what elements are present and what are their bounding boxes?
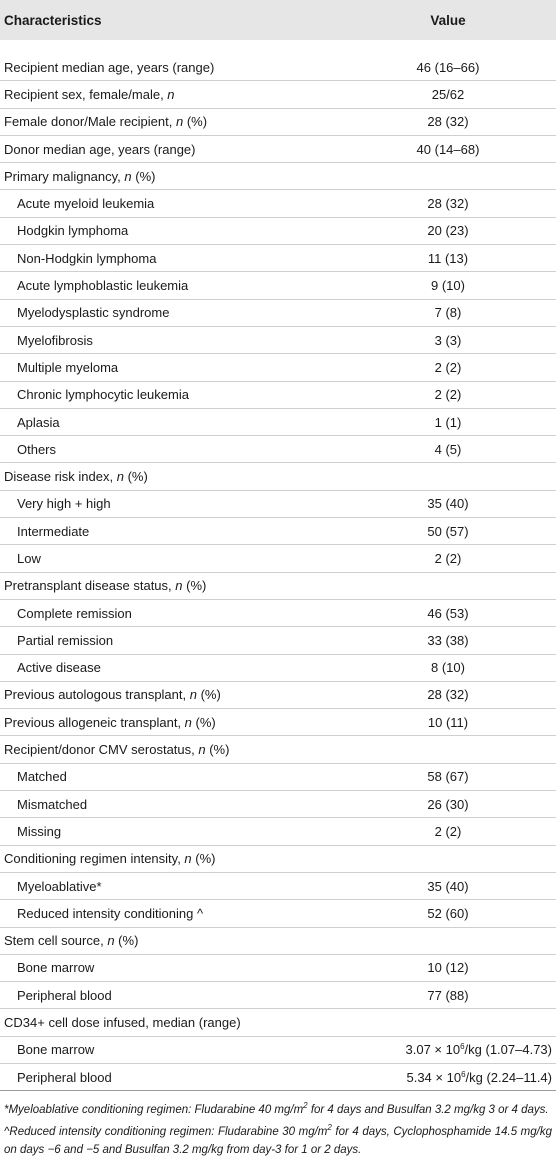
row-value: 40 (14–68)	[340, 135, 556, 162]
row-label: Recipient median age, years (range)	[0, 54, 340, 81]
row-value: 28 (32)	[340, 681, 556, 708]
row-value: 3 (3)	[340, 326, 556, 353]
row-value: 2 (2)	[340, 381, 556, 408]
row-label: Acute myeloid leukemia	[0, 190, 340, 217]
table-footnotes	[0, 1091, 556, 1159]
row-label: Active disease	[0, 654, 340, 681]
row-value: 35 (40)	[340, 872, 556, 899]
row-value: $5.34 \times 10^6/kg$ (2.24–11.4)	[340, 1063, 556, 1090]
table-row	[0, 217, 556, 244]
row-value: 20 (23)	[340, 217, 556, 244]
table-row	[0, 763, 556, 790]
row-value: 1 (1)	[340, 408, 556, 435]
table-row	[0, 681, 556, 708]
row-value	[340, 463, 556, 490]
row-label: Non-Hodgkin lymphoma	[0, 245, 340, 272]
table-row	[0, 299, 556, 326]
table-row	[0, 245, 556, 272]
footnote-reduced-intensity: ^Reduced intensity conditioning regimen: Fludarabine 30 $mg/m^2$ for 4 days, Cyclophosphamide 14.5 mg/kg on days −6 and −5 and Busulfan 3.2 mg/kg from day-3 for 1 or 2 days.	[4, 1123, 552, 1157]
table-row	[0, 954, 556, 981]
table-row	[0, 135, 556, 162]
row-label: Low	[0, 545, 340, 572]
row-value: 8 (10)	[340, 654, 556, 681]
table-row	[0, 463, 556, 490]
table-row	[0, 381, 556, 408]
table-row	[0, 272, 556, 299]
row-label: Mismatched	[0, 791, 340, 818]
table-row	[0, 354, 556, 381]
table-row	[0, 545, 556, 572]
table-row	[0, 1009, 556, 1036]
table-row	[0, 163, 556, 190]
table-row	[0, 518, 556, 545]
table-row	[0, 1063, 556, 1090]
table-row	[0, 709, 556, 736]
table-row	[0, 326, 556, 353]
footnote-myeloablative: *Myeloablative conditioning regimen: Fludarabine 40 $mg/m^2$ for 4 days and Busulfan 3.2 mg/kg 3 or 4 days.	[4, 1101, 549, 1117]
header-value: Value	[340, 0, 556, 40]
row-value: 52 (60)	[340, 900, 556, 927]
row-label: Myeloablative*	[0, 872, 340, 899]
table-row	[0, 54, 556, 81]
table-row	[0, 736, 556, 763]
row-label: Myelofibrosis	[0, 326, 340, 353]
row-value: 4 (5)	[340, 436, 556, 463]
row-label: Intermediate	[0, 518, 340, 545]
row-value: 2 (2)	[340, 818, 556, 845]
row-label: Conditioning regimen intensity, n (%)	[0, 845, 340, 872]
table-header-row	[0, 0, 556, 40]
table-row	[0, 982, 556, 1009]
row-label: Myelodysplastic syndrome	[0, 299, 340, 326]
row-value	[340, 927, 556, 954]
row-label: Previous allogeneic transplant, n (%)	[0, 709, 340, 736]
table-row	[0, 599, 556, 626]
row-label: Complete remission	[0, 599, 340, 626]
table-row	[0, 900, 556, 927]
row-value	[340, 572, 556, 599]
row-value: 46 (53)	[340, 599, 556, 626]
row-value: 46 (16–66)	[340, 54, 556, 81]
row-label: Peripheral blood	[0, 982, 340, 1009]
row-value: 28 (32)	[340, 108, 556, 135]
row-value: 9 (10)	[340, 272, 556, 299]
row-label: Previous autologous transplant, n (%)	[0, 681, 340, 708]
row-label: Donor median age, years (range)	[0, 135, 340, 162]
row-value: $3.07 \times 10^6/kg$ (1.07–4.73)	[340, 1036, 556, 1063]
table-row	[0, 436, 556, 463]
row-label: Others	[0, 436, 340, 463]
table-row	[0, 791, 556, 818]
row-label: Matched	[0, 763, 340, 790]
row-value: 25/62	[340, 81, 556, 108]
table-row	[0, 927, 556, 954]
row-label: Very high + high	[0, 490, 340, 517]
table-row	[0, 1036, 556, 1063]
row-value: 58 (67)	[340, 763, 556, 790]
row-value	[340, 736, 556, 763]
row-value: 7 (8)	[340, 299, 556, 326]
row-value	[340, 845, 556, 872]
row-value: 26 (30)	[340, 791, 556, 818]
table-row	[0, 490, 556, 517]
row-value: 50 (57)	[340, 518, 556, 545]
row-value: 2 (2)	[340, 354, 556, 381]
table-row	[0, 108, 556, 135]
table-row	[0, 190, 556, 217]
row-label: Female donor/Male recipient, n (%)	[0, 108, 340, 135]
row-value: 2 (2)	[340, 545, 556, 572]
table-row	[0, 81, 556, 108]
row-label: Hodgkin lymphoma	[0, 217, 340, 244]
row-label: Partial remission	[0, 627, 340, 654]
row-label: Bone marrow	[0, 1036, 340, 1063]
table-row	[0, 572, 556, 599]
row-label: Primary malignancy, n (%)	[0, 163, 340, 190]
row-label: Stem cell source, n (%)	[0, 927, 340, 954]
row-label: Chronic lymphocytic leukemia	[0, 381, 340, 408]
row-label: Recipient sex, female/male, n	[0, 81, 340, 108]
row-label: Acute lymphoblastic leukemia	[0, 272, 340, 299]
table-row	[0, 627, 556, 654]
row-label: Reduced intensity conditioning ^	[0, 900, 340, 927]
table-row	[0, 654, 556, 681]
row-value: 28 (32)	[340, 190, 556, 217]
table-row	[0, 818, 556, 845]
row-label: Bone marrow	[0, 954, 340, 981]
row-value: 35 (40)	[340, 490, 556, 517]
table-row	[0, 408, 556, 435]
row-label: Aplasia	[0, 408, 340, 435]
row-value: 10 (11)	[340, 709, 556, 736]
row-value: 33 (38)	[340, 627, 556, 654]
row-label: Peripheral blood	[0, 1063, 340, 1090]
row-label: CD34+ cell dose infused, median (range)	[0, 1009, 340, 1036]
row-label: Multiple myeloma	[0, 354, 340, 381]
row-value	[340, 163, 556, 190]
row-value	[340, 1009, 556, 1036]
table-row	[0, 845, 556, 872]
row-label: Pretransplant disease status, n (%)	[0, 572, 340, 599]
header-characteristics: Characteristics	[0, 0, 340, 40]
row-value: 77 (88)	[340, 982, 556, 1009]
row-label: Recipient/donor CMV serostatus, n (%)	[0, 736, 340, 763]
row-label: Missing	[0, 818, 340, 845]
row-label: Disease risk index, n (%)	[0, 463, 340, 490]
table-row	[0, 872, 556, 899]
row-value: 11 (13)	[340, 245, 556, 272]
row-value: 10 (12)	[340, 954, 556, 981]
